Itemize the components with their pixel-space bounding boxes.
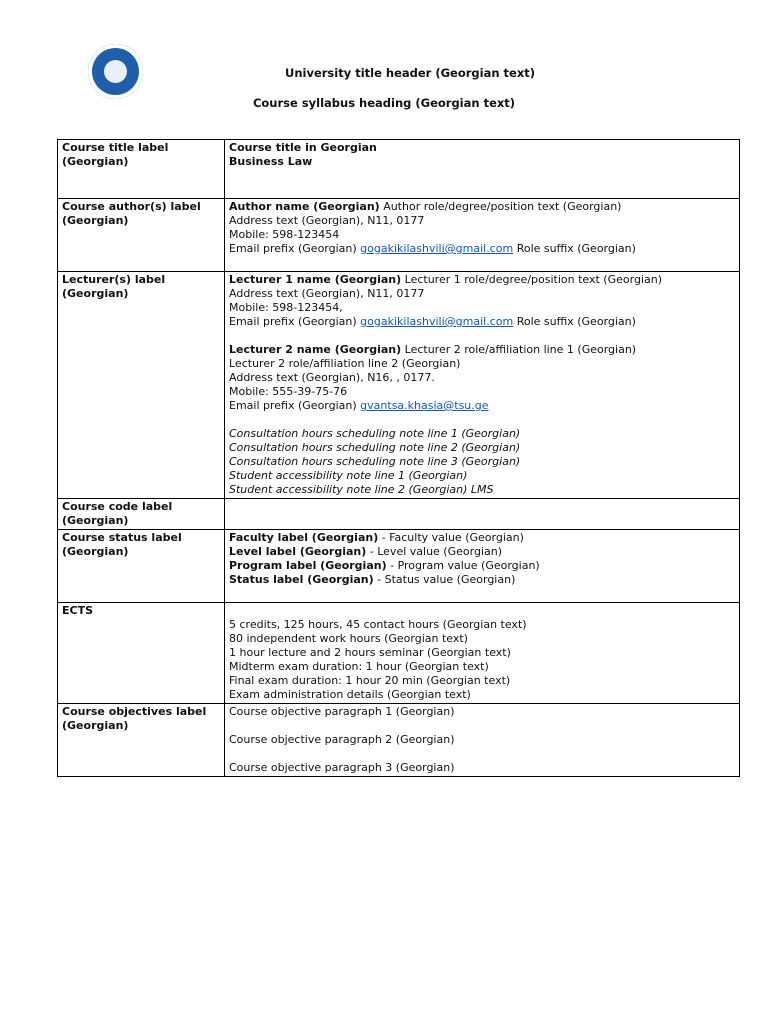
author-address: Address text (Georgian), N11, 0177 (229, 214, 425, 227)
row-lecturers (58, 272, 740, 499)
course-code-label: Course code label (Georgian) (58, 499, 225, 530)
objectives-paragraph-3: Course objective paragraph 3 (Georgian) (229, 761, 455, 774)
row-course-code (58, 499, 740, 530)
lecturer1-email-prefix: Email prefix (Georgian) (229, 315, 357, 328)
row-course-status (58, 530, 740, 603)
row-course-objectives (58, 704, 740, 777)
faculty-label: Faculty label (Georgian) (229, 531, 379, 544)
lecturer2-name: Lecturer 2 name (Georgian) (229, 343, 402, 356)
level-label: Level label (Georgian) (229, 545, 367, 558)
course-status-label: Course status label (Georgian) (58, 530, 225, 603)
syllabus-table (57, 139, 740, 777)
ects-line-3: 1 hour lecture and 2 hours seminar (Georgian text) (229, 646, 511, 659)
university-title: University title header (Georgian text) (284, 66, 535, 80)
objectives-paragraph-1: Course objective paragraph 1 (Georgian) (229, 705, 455, 718)
lecturer2-email-prefix: Email prefix (Georgian) (229, 399, 357, 412)
lecturer1-email-link[interactable]: gogakikilashvili@gmail.com (360, 315, 514, 328)
author-email-suffix: Role suffix (Georgian) (516, 242, 636, 255)
ects-line-4: Midterm exam duration: 1 hour (Georgian text) (229, 660, 489, 673)
level-value: Level value (Georgian) (377, 545, 502, 558)
course-title-ka: Course title in Georgian (229, 141, 377, 154)
course-objectives-label: Course objectives label (Georgian) (58, 704, 225, 777)
author-mobile: Mobile: 598-123454 (229, 228, 340, 241)
author-name: Author name (Georgian) (229, 200, 380, 213)
course-title-value (225, 140, 740, 199)
ects-label: ECTS (58, 603, 225, 704)
consultation-note-2: Consultation hours scheduling note line 2 (Georgian) (229, 441, 521, 454)
row-author (58, 199, 740, 272)
lecturer2-mobile: Mobile: 555-39-75-76 (229, 385, 348, 398)
status-value: Status value (Georgian) (384, 573, 516, 586)
lecturer1-email-suffix: Role suffix (Georgian) (516, 315, 636, 328)
consultation-note-3: Consultation hours scheduling note line 3 (Georgian) (229, 455, 521, 468)
row-course-title (58, 140, 740, 199)
ects-line-6: Exam administration details (Georgian text) (229, 688, 471, 701)
lecturers-value (225, 272, 740, 499)
author-email-link[interactable]: gogakikilashvili@gmail.com (360, 242, 514, 255)
status-label: Status label (Georgian) (229, 573, 374, 586)
lecturer2-address: Address text (Georgian), N16, , 0177. (229, 371, 435, 384)
lecturer2-role-line2: Lecturer 2 role/affiliation line 2 (Georgian) (229, 357, 461, 370)
course-code-value (225, 499, 740, 530)
author-role: Author role/degree/position text (Georgian) (383, 200, 622, 213)
program-value: Program value (Georgian) (397, 559, 540, 572)
lecturer1-name: Lecturer 1 name (Georgian) (229, 273, 402, 286)
course-title-en: Business Law (229, 155, 313, 168)
course-status-value: Faculty label (Georgian) - Faculty value (Georgian) Level label (Georgian) - Level value (Georgian) Program label (Georgian) - Program value (Georgian) Status label (Georgian) - Status value (Georgian) (225, 530, 740, 603)
ects-line-5: Final exam duration: 1 hour 20 min (Georgian text) (229, 674, 511, 687)
lecturer1-address: Address text (Georgian), N11, 0177 (229, 287, 425, 300)
university-logo (88, 44, 143, 99)
ects-value (225, 603, 740, 704)
ects-line-1: 5 credits, 125 hours, 45 contact hours (Georgian text) (229, 618, 527, 631)
syllabus-title: Course syllabus heading (Georgian text) (252, 96, 516, 110)
author-value (225, 199, 740, 272)
course-title-label: Course title label (Georgian) (58, 140, 225, 199)
lecturer2-role-line1: Lecturer 2 role/affiliation line 1 (Georgian) (404, 343, 637, 356)
accessibility-note-1: Student accessibility note line 1 (Georgian) (229, 469, 468, 482)
author-email-prefix: Email prefix (Georgian) (229, 242, 357, 255)
author-label: Course author(s) label (Georgian) (58, 199, 225, 272)
consultation-note-1: Consultation hours scheduling note line 1 (Georgian) (229, 427, 521, 440)
program-label: Program label (Georgian) (229, 559, 387, 572)
accessibility-note-2: Student accessibility note line 2 (Georgian) LMS (229, 483, 494, 496)
objectives-paragraph-2: Course objective paragraph 2 (Georgian) (229, 733, 455, 746)
lecturer1-role: Lecturer 1 role/degree/position text (Georgian) (404, 273, 662, 286)
lecturers-label: Lecturer(s) label (Georgian) (58, 272, 225, 499)
row-ects (58, 603, 740, 704)
ects-line-2: 80 independent work hours (Georgian text) (229, 632, 468, 645)
lecturer1-mobile: Mobile: 598-123454, (229, 301, 343, 314)
faculty-value: Faculty value (Georgian) (389, 531, 524, 544)
course-objectives-value (225, 704, 740, 777)
lecturer2-email-link[interactable]: gvantsa.khasia@tsu.ge (360, 399, 489, 412)
